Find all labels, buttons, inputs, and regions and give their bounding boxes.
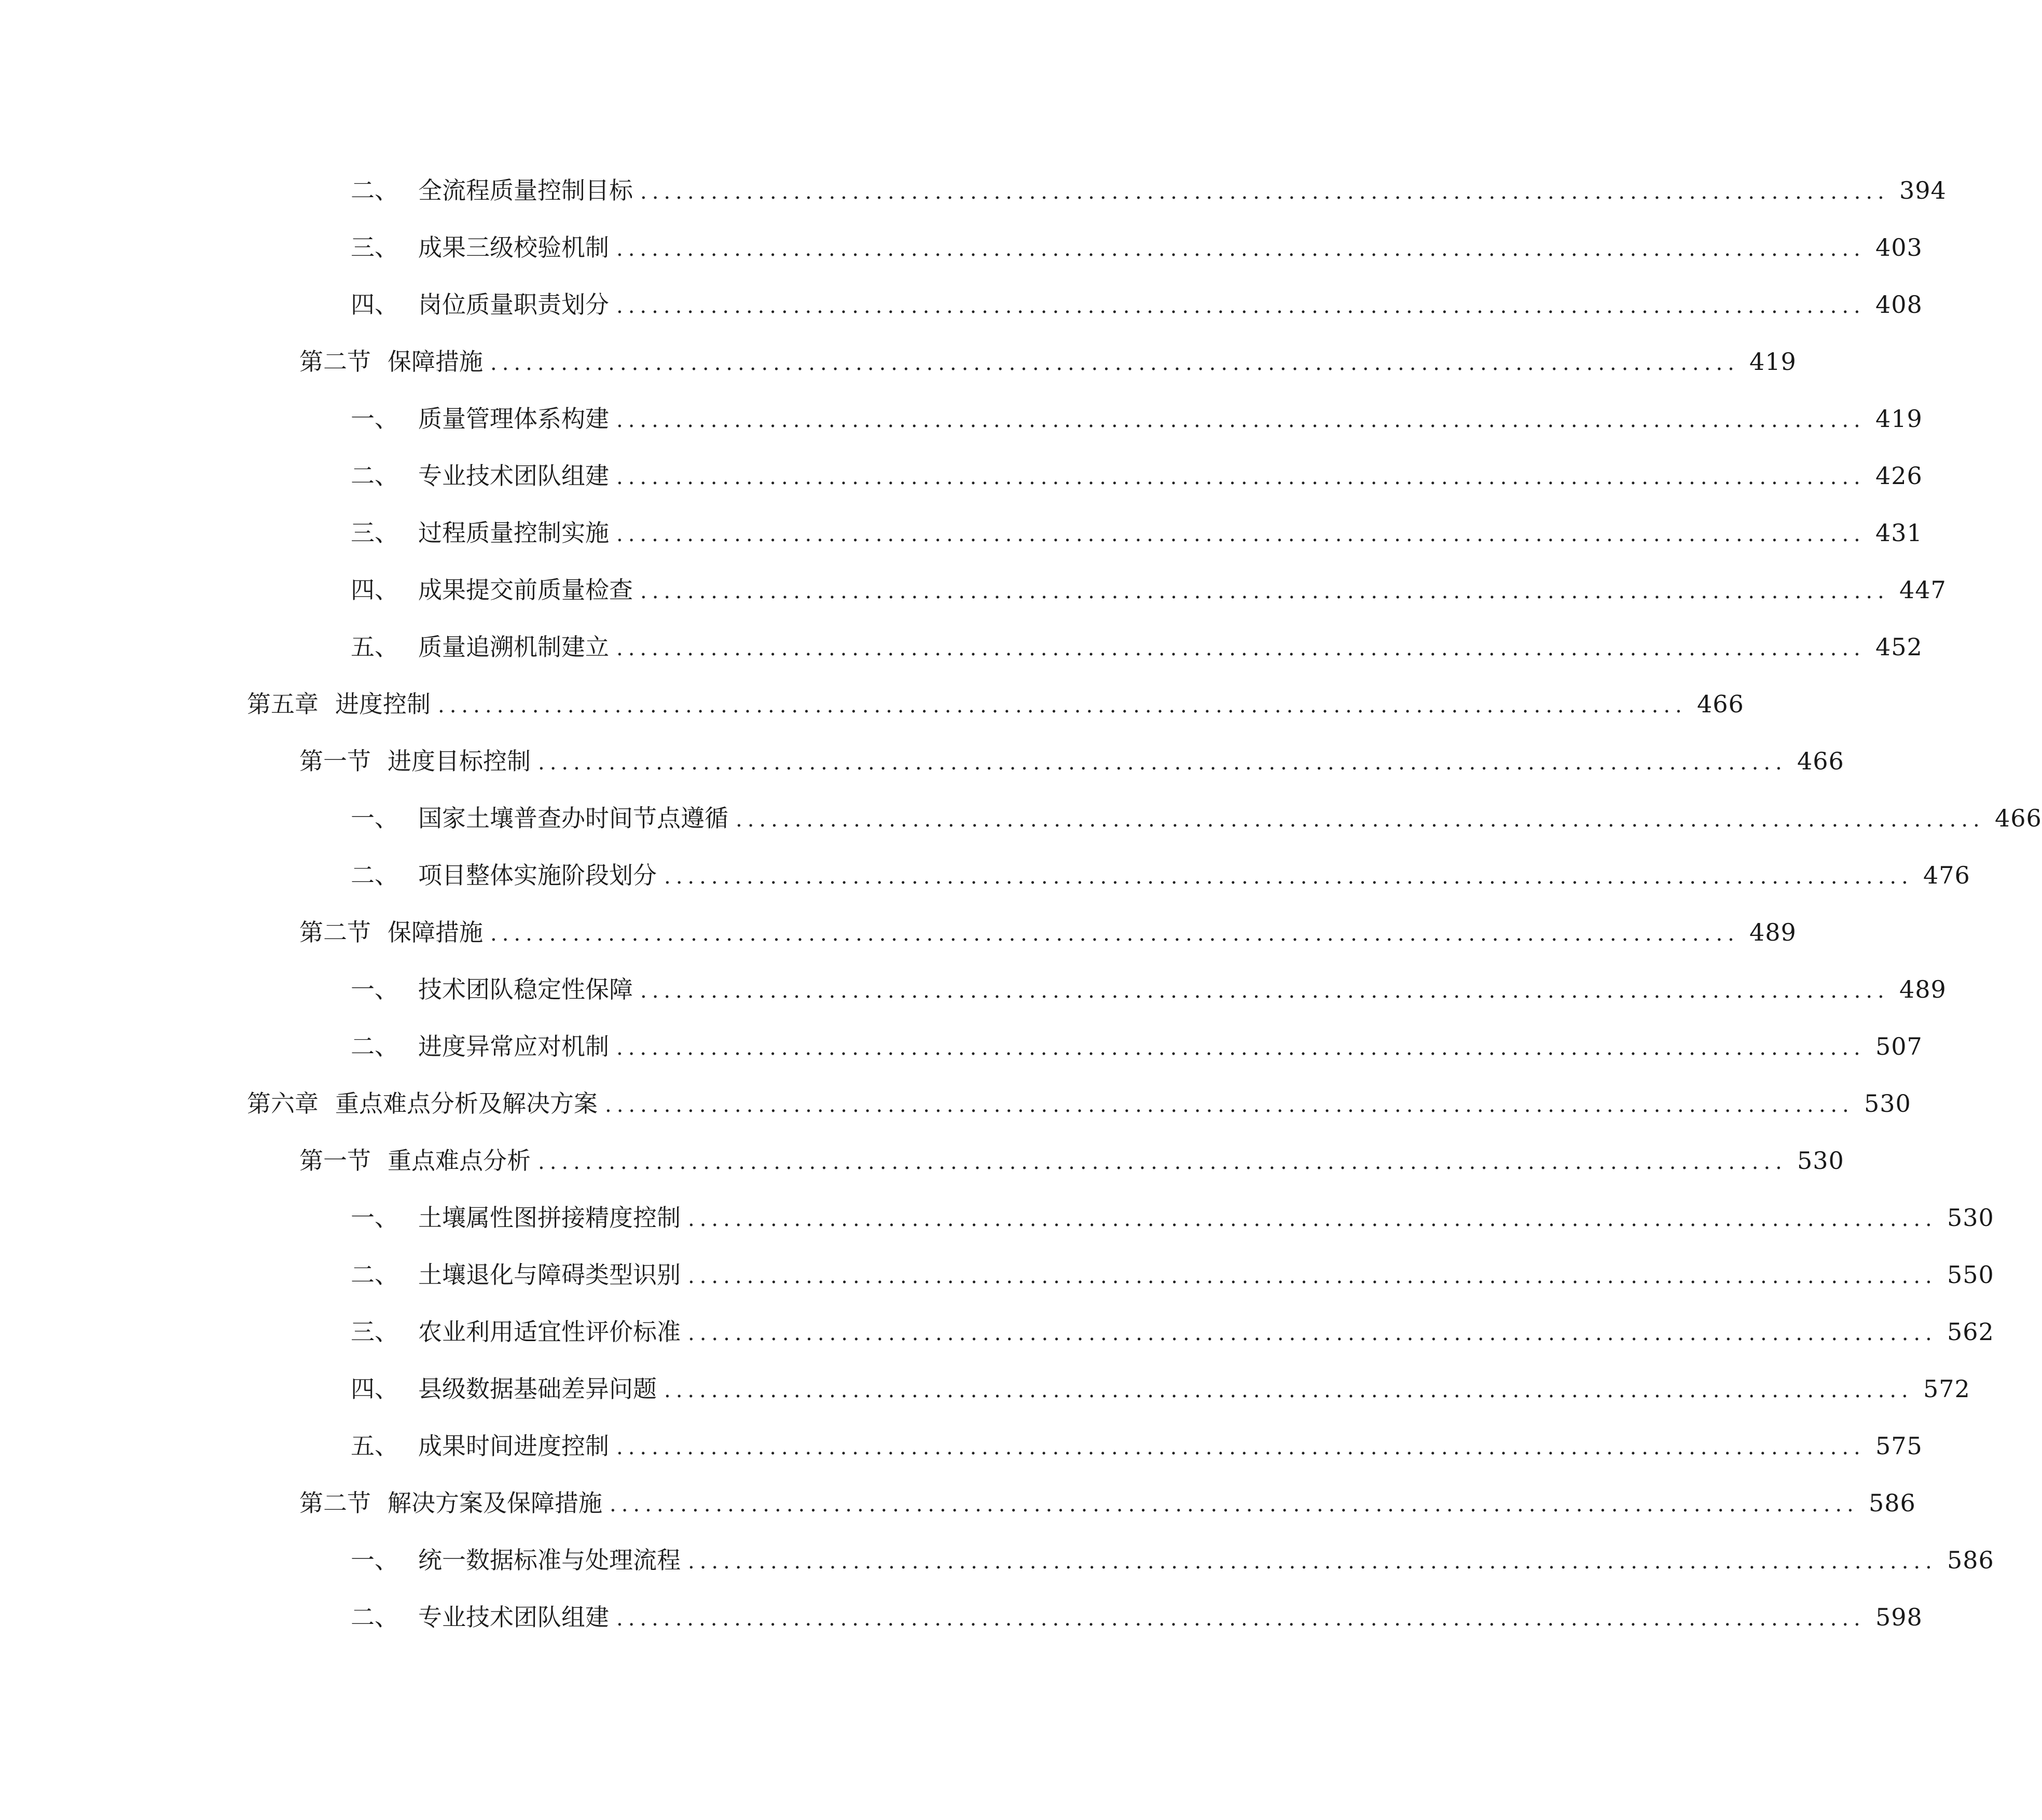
dot-leader: ..........................................................................................................: [688, 1264, 1937, 1288]
entry-title: 成果时间进度控制: [418, 1432, 609, 1460]
entry-title: 县级数据基础差异问题: [418, 1375, 657, 1403]
dot-leader: ..........................................................................................................: [610, 1493, 1859, 1516]
entry-number: 第二节: [299, 348, 371, 376]
page-number: 572: [1923, 1375, 1970, 1403]
page-number: 466: [1696, 690, 1744, 718]
entry-number: 第五章: [247, 690, 319, 718]
dot-leader: ..........................................................................................................: [688, 1207, 1937, 1231]
entry-number: 第二节: [299, 1489, 371, 1517]
dot-leader: ..........................................................................................................: [640, 979, 1889, 1003]
entry-number: 三、: [351, 233, 398, 261]
entry-title: 项目整体实施阶段划分: [418, 861, 657, 889]
toc-entry[interactable]: [351, 218, 1923, 261]
entry-number: 二、: [351, 1032, 398, 1060]
dot-leader: ..........................................................................................................: [616, 1436, 1866, 1459]
toc-entry[interactable]: [351, 1359, 1970, 1403]
page-number: 403: [1875, 233, 1923, 261]
page-number: 586: [1868, 1489, 1916, 1517]
toc-entry[interactable]: [351, 1531, 1994, 1574]
toc-entry[interactable]: [351, 960, 1947, 1003]
entry-number: 第一节: [299, 1147, 371, 1175]
entry-title: 保障措施: [388, 348, 483, 376]
page-number: 419: [1875, 405, 1923, 433]
page-number: 447: [1899, 576, 1947, 604]
entry-number: 二、: [351, 1603, 398, 1631]
toc-entry[interactable]: [351, 789, 2042, 832]
entry-title: 土壤退化与障碍类型识别: [418, 1261, 681, 1289]
entry-title: 土壤属性图拼接精度控制: [418, 1204, 681, 1232]
page-number: 586: [1947, 1546, 1994, 1574]
toc-entry[interactable]: [351, 1017, 1923, 1060]
page-number: 575: [1875, 1432, 1923, 1460]
entry-title: 全流程质量控制目标: [418, 176, 633, 204]
entry-number: 五、: [351, 633, 398, 661]
toc-entry[interactable]: [351, 1245, 1994, 1289]
page-number: 530: [1864, 1090, 1911, 1118]
entry-title: 专业技术团队组建: [418, 1603, 609, 1631]
toc-entry[interactable]: [299, 1131, 1844, 1175]
toc-entry[interactable]: [351, 1588, 1923, 1631]
toc-entry[interactable]: [351, 560, 1947, 604]
entry-title: 过程质量控制实施: [418, 519, 609, 547]
dot-leader: ..........................................................................................................: [538, 1150, 1787, 1174]
entry-number: 三、: [351, 1318, 398, 1346]
toc-entry[interactable]: [247, 1074, 1911, 1118]
entry-number: 四、: [351, 576, 398, 604]
entry-number: 二、: [351, 462, 398, 490]
toc-entry[interactable]: [299, 732, 1844, 775]
dot-leader: ..........................................................................................................: [688, 1550, 1937, 1574]
toc-entry[interactable]: [351, 161, 1947, 204]
toc-entry[interactable]: [299, 1473, 1916, 1517]
dot-leader: ..........................................................................................................: [616, 465, 1866, 489]
toc-entry[interactable]: [351, 503, 1923, 547]
dot-leader: ..........................................................................................................: [616, 522, 1866, 546]
entry-title: 统一数据标准与处理流程: [418, 1546, 681, 1574]
toc-entry[interactable]: [351, 1416, 1923, 1460]
entry-number: 一、: [351, 405, 398, 433]
entry-title: 进度异常应对机制: [418, 1032, 609, 1060]
toc-entry[interactable]: [299, 903, 1797, 946]
dot-leader: ..........................................................................................................: [490, 351, 1740, 375]
dot-leader: ..........................................................................................................: [616, 637, 1866, 660]
entry-title: 解决方案及保障措施: [388, 1489, 602, 1517]
dot-leader: ..........................................................................................................: [736, 808, 1985, 832]
toc-entry[interactable]: [247, 674, 1744, 718]
entry-title: 农业利用适宜性评价标准: [418, 1318, 681, 1346]
page-number: 408: [1875, 291, 1923, 319]
entry-number: 五、: [351, 1432, 398, 1460]
page-number: 530: [1947, 1204, 1994, 1232]
dot-leader: ..........................................................................................................: [688, 1321, 1937, 1345]
entry-title: 重点难点分析及解决方案: [335, 1090, 598, 1118]
page-number: 452: [1875, 633, 1923, 661]
entry-title: 专业技术团队组建: [418, 462, 609, 490]
entry-number: 三、: [351, 519, 398, 547]
toc-entry[interactable]: [351, 389, 1923, 433]
entry-number: 一、: [351, 1204, 398, 1232]
toc-entry[interactable]: [351, 846, 1970, 889]
entry-number: 二、: [351, 1261, 398, 1289]
entry-title: 进度目标控制: [388, 747, 531, 775]
entry-number: 一、: [351, 1546, 398, 1574]
toc-entry[interactable]: [351, 1302, 1994, 1346]
entry-title: 质量管理体系构建: [418, 405, 609, 433]
entry-title: 成果提交前质量检查: [418, 576, 633, 604]
page-number: 530: [1797, 1147, 1844, 1175]
dot-leader: ..........................................................................................................: [538, 751, 1787, 775]
entry-title: 技术团队稳定性保障: [418, 975, 633, 1003]
page-number: 598: [1875, 1603, 1923, 1631]
entry-number: 第六章: [247, 1090, 319, 1118]
toc-entry[interactable]: [351, 275, 1923, 319]
entry-number: 第一节: [299, 747, 371, 775]
entry-title: 进度控制: [335, 690, 431, 718]
entry-number: 四、: [351, 291, 398, 319]
entry-number: 第二节: [299, 918, 371, 946]
dot-leader: ..........................................................................................................: [616, 408, 1866, 432]
dot-leader: ..........................................................................................................: [490, 922, 1740, 946]
dot-leader: ..........................................................................................................: [616, 1607, 1866, 1631]
dot-leader: ..........................................................................................................: [616, 294, 1866, 318]
dot-leader: ..........................................................................................................: [640, 180, 1889, 204]
dot-leader: ..........................................................................................................: [664, 865, 1913, 889]
entry-number: 一、: [351, 975, 398, 1003]
page-number: 394: [1899, 176, 1947, 204]
entry-number: 四、: [351, 1375, 398, 1403]
toc-entry[interactable]: [351, 617, 1923, 661]
toc-entry[interactable]: [351, 1188, 1994, 1232]
dot-leader: ..........................................................................................................: [616, 237, 1866, 261]
page-number: 489: [1749, 918, 1797, 946]
toc-entry[interactable]: [299, 332, 1797, 376]
entry-number: 二、: [351, 861, 398, 889]
entry-title: 成果三级校验机制: [418, 233, 609, 261]
page-number: 476: [1923, 861, 1970, 889]
dot-leader: ..........................................................................................................: [664, 1378, 1913, 1402]
dot-leader: ..........................................................................................................: [605, 1093, 1854, 1117]
page-number: 562: [1947, 1318, 1994, 1346]
entry-number: 一、: [351, 804, 398, 832]
entry-title: 国家土壤普查办时间节点遵循: [418, 804, 728, 832]
toc-entry[interactable]: [351, 446, 1923, 490]
entry-title: 保障措施: [388, 918, 483, 946]
entry-title: 岗位质量职责划分: [418, 291, 609, 319]
page-number: 550: [1947, 1261, 1994, 1289]
dot-leader: ..........................................................................................................: [640, 580, 1889, 603]
page-number: 431: [1875, 519, 1923, 547]
page-number: 426: [1875, 462, 1923, 490]
page-number: 489: [1899, 975, 1947, 1003]
page-number: 419: [1749, 348, 1797, 376]
dot-leader: ..........................................................................................................: [616, 1036, 1866, 1060]
entry-title: 质量追溯机制建立: [418, 633, 609, 661]
page-number: 507: [1875, 1032, 1923, 1060]
page-number: 466: [1994, 804, 2042, 832]
page-number: 466: [1797, 747, 1844, 775]
entry-number: 二、: [351, 176, 398, 204]
entry-title: 重点难点分析: [388, 1147, 531, 1175]
dot-leader: ..........................................................................................................: [438, 694, 1687, 718]
